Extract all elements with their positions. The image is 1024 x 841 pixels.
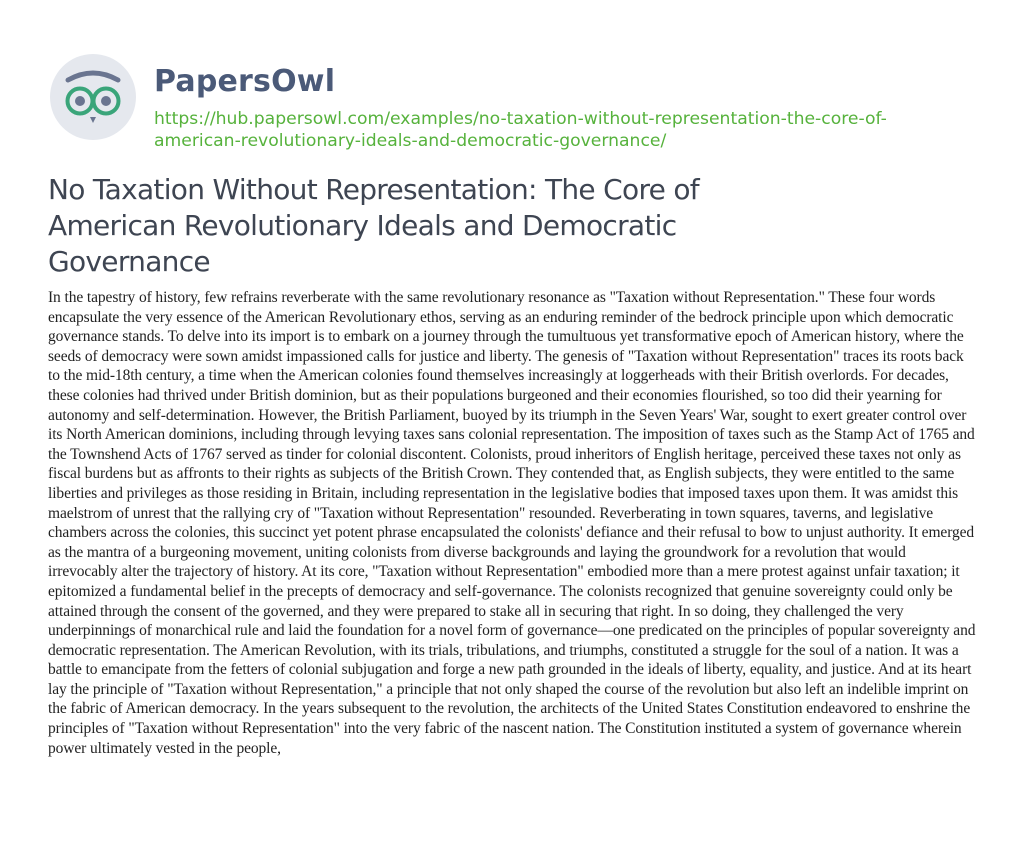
- owl-logo-graphic: [50, 54, 136, 140]
- brand-name: PapersOwl: [154, 64, 336, 99]
- owl-icon[interactable]: [50, 54, 136, 140]
- article-body: In the tapestry of history, few refrains reverberate with the same revolutionary resonance as "Taxation without Representation." These four words encapsulate the very essence of the American Revolutionary ethos, serving as an enduring reminder of the bedrock principle upon which democratic governance stands. To delve into its import is to embark on a journey through the tumultuous yet transformative epoch of American history, where the seeds of democracy were sown amidst impassioned calls for justice and liberty. The genesis of "Taxation without Representation" traces its roots back to the mid-18th century, a time when the American colonies found themselves increasingly at loggerheads with their British overlords. For decades, these colonies had thrived under British dominion, but as their populations burgeoned and their economies flourished, so too did their yearning for autonomy and self-determination. However, the British Parliament, buoyed by its triumph in the Seven Years' War, sought to exert greater control over its North American dominions, including through levying taxes sans colonial representation. The imposition of taxes such as the Stamp Act of 1765 and the Townshend Acts of 1767 served as tinder for colonial discontent. Colonists, proud inheritors of English heritage, perceived these taxes not only as fiscal burdens but as affronts to their rights as subjects of the British Crown. They contended that, as English subjects, they were entitled to the same liberties and privileges as those residing in Britain, including representation in the legislative bodies that imposed taxes upon them. It was amidst this maelstrom of unrest that the rallying cry of "Taxation without Representation" resounded. Reverberating in town squares, taverns, and legislative chambers across the colonies, this succinct yet potent phrase encapsulated the colonists' defiance and their refusal to bow to unjust authority. It emerged as the mantra of a burgeoning movement, uniting colonists from diverse backgrounds and laying the groundwork for a revolution that would irrevocably alter the trajectory of history. At its core, "Taxation without Representation" embodied more than a mere protest against unfair taxation; it epitomized a fundamental belief in the precepts of democracy and self-governance. The colonists recognized that genuine sovereignty could only be attained through the consent of the governed, and they were prepared to stake all in securing that right. In so doing, they challenged the very underpinnings of monarchical rule and laid the foundation for a novel form of governance—one predicated on the principles of popular sovereignty and democratic representation. The American Revolution, with its trials, tribulations, and triumphs, constituted a struggle for the soul of a nation. It was a battle to emancipate from the fetters of colonial subjugation and forge a new path grounded in the ideals of liberty, equality, and justice. And at its heart lay the principle of "Taxation without Representation," a principle that not only shaped the course of the revolution but also left an indelible imprint on the fabric of American democracy. In the years subsequent to the revolution, the architects of the United States Constitution endeavored to enshrine the principles of "Taxation without Representation" into the very fabric of the nascent nation. The Constitution instituted a system of governance wherein power ultimately vested in the people,: [48, 289, 976, 757]
- source-url-link[interactable]: https://hub.papersowl.com/examples/no-taxation-without-representation-the-core-of-american-revolutionary-ideals-and-democratic-governance/: [154, 109, 887, 151]
- page-title: No Taxation Without Representation: The Core of American Revolutionary Ideals and Democratic Governance: [48, 173, 699, 278]
